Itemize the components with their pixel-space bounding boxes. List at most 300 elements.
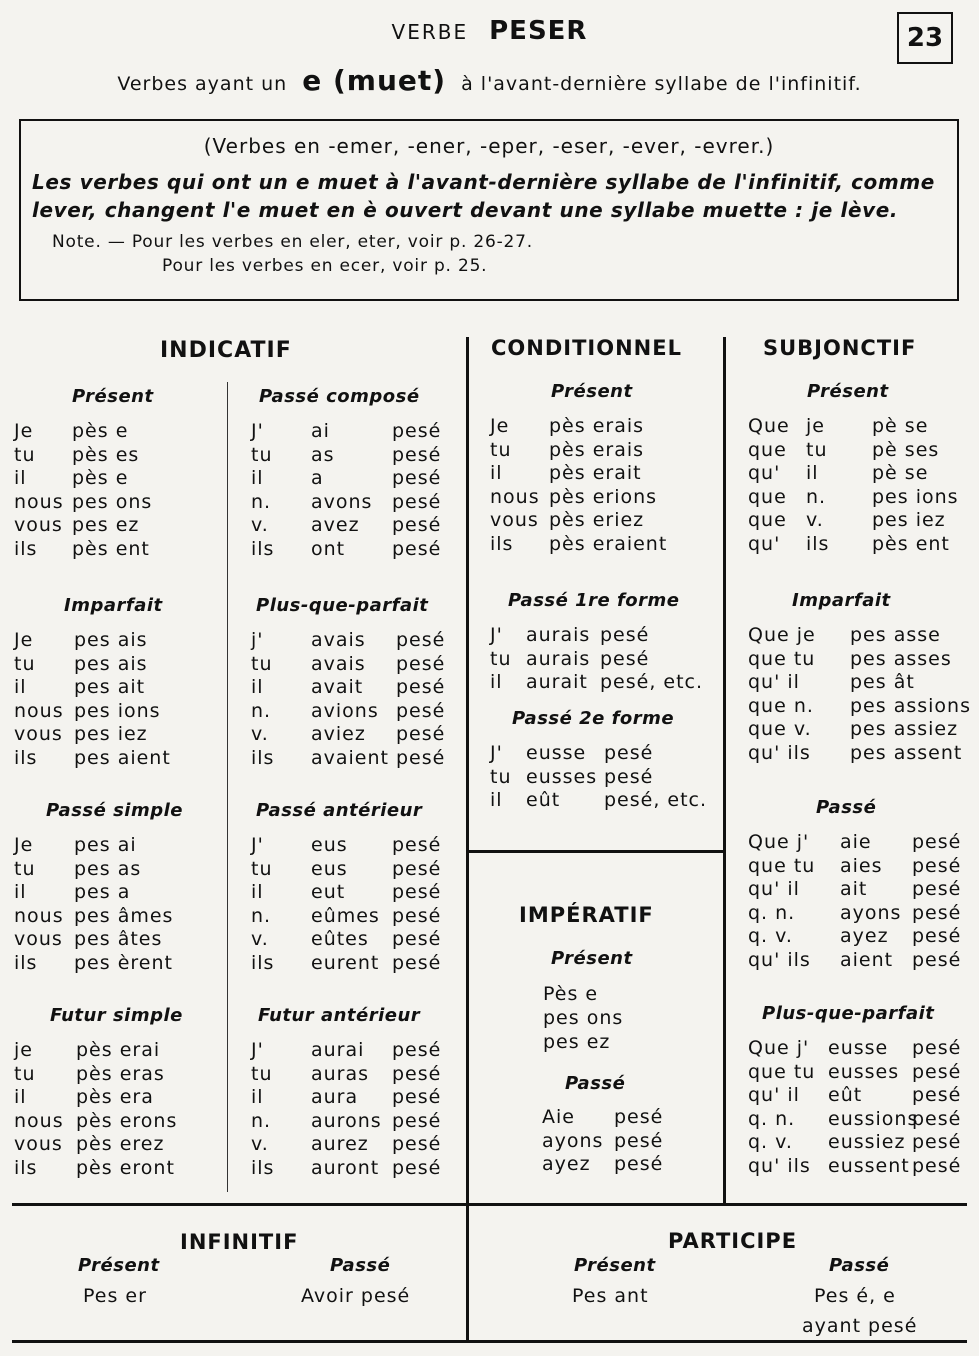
pronoun: Je [14, 834, 34, 856]
imperatif-present-list [543, 982, 623, 1054]
subjonctif-pqp-rows [748, 1037, 963, 1178]
conjugation-row [14, 700, 229, 724]
conjugation-row [748, 831, 963, 855]
conjugation-row [14, 514, 229, 538]
indicatif-compound-3-title: Futur antérieur [258, 1005, 421, 1026]
pronoun: qu' ils [748, 1154, 811, 1177]
subtitle-before: Verbes ayant un [117, 73, 288, 95]
conjugation-row [748, 1037, 963, 1061]
verb-form: pès erais [549, 438, 645, 461]
conjugation-row [490, 415, 705, 439]
verb-form: pès es [72, 443, 140, 466]
participe-passe-1: Pes é, e [814, 1285, 896, 1307]
pronoun: v. [251, 1133, 269, 1155]
verb-form: pesé, etc. [600, 671, 704, 693]
auxiliary: as [311, 443, 335, 466]
indicatif-compound-3-rows [251, 1039, 466, 1180]
conjugation-row [14, 1110, 229, 1134]
auxiliary: eussiez [828, 1131, 906, 1153]
pronoun: q. n. [748, 1107, 796, 1130]
verb-form: pesé [912, 831, 962, 853]
verb-form: pès eront [76, 1156, 175, 1179]
verb-form: pesé [392, 1156, 442, 1179]
conjugation-row [251, 858, 466, 882]
pronoun: n. [251, 490, 272, 513]
conjugation-row [748, 1084, 963, 1108]
pronoun: vous [490, 509, 539, 531]
heading-participe: PARTICIPE [668, 1229, 798, 1253]
conjugation-row [251, 467, 466, 491]
auxiliary: je [806, 415, 825, 437]
verb-form: pes as [74, 857, 142, 880]
verb-form: pesé [392, 928, 442, 950]
conjugation-row [748, 415, 963, 439]
conjugation-row [251, 491, 466, 515]
verb-form: pès eriez [549, 509, 645, 531]
pronoun: que tu [748, 854, 816, 877]
pronoun: tu [490, 438, 512, 461]
conjugation-row [748, 1155, 963, 1179]
divider-infinitif [12, 1203, 967, 1206]
infinitif-present-title: Présent [78, 1255, 160, 1276]
conditionnel-passe2-rows [490, 742, 708, 813]
auxiliary: aurons [311, 1109, 382, 1132]
pronoun: tu [14, 443, 36, 466]
pronoun: tu [251, 443, 273, 466]
indicatif-simple-2-rows [14, 834, 229, 975]
verb-form: pès erais [549, 415, 645, 437]
verb-form: pè ses [872, 438, 940, 461]
verb-form: pesé [396, 746, 446, 769]
pronoun: J' [490, 742, 503, 764]
conjugation-row [490, 509, 705, 533]
conditionnel-passe1-rows [490, 624, 705, 695]
conjugation-row [490, 671, 705, 695]
verb-form: pès e [72, 467, 129, 489]
conjugation-row [251, 514, 466, 538]
pronoun: ils [251, 951, 275, 974]
verb-form: pesé [392, 467, 442, 489]
conjugation-row [14, 420, 229, 444]
pronoun: qu' il [748, 878, 800, 900]
verb-form: pès era [76, 1086, 154, 1108]
verb-form: pes asse [850, 624, 941, 646]
pronoun: v. [251, 514, 269, 536]
pronoun: J' [251, 834, 264, 856]
pronoun: que tu [748, 647, 816, 670]
conjugation-row [490, 439, 705, 463]
conditionnel-passe2-title: Passé 2e forme [512, 708, 675, 729]
pronoun: tu [490, 647, 512, 670]
indicatif-compound-2-title: Passé antérieur [256, 800, 423, 821]
pronoun: nous [14, 699, 64, 722]
conjugation-row [748, 742, 963, 766]
pronoun: q. v. [748, 1131, 793, 1153]
conjugation-row [748, 878, 963, 902]
conjugation-row [251, 1039, 466, 1063]
auxiliary: auront [311, 1156, 380, 1179]
verbe-label: VERBE [391, 20, 469, 44]
pronoun: que n. [748, 694, 814, 717]
verb-form: pesé [912, 1131, 962, 1153]
conjugation-row [748, 624, 963, 648]
infinitif-passe-title: Passé [330, 1255, 391, 1276]
indicatif-simple-2-title: Passé simple [46, 800, 183, 821]
verb-form: pes a [74, 881, 131, 903]
verb-form: pesé [396, 676, 446, 698]
verb-form: pesé [396, 629, 446, 651]
auxiliary: avions [311, 699, 379, 722]
verb-form: pesé [392, 834, 442, 856]
pronoun: nous [14, 904, 64, 927]
pronoun: vous [14, 723, 63, 745]
verb-form: pes ons [72, 490, 153, 513]
indicatif-compound-0-rows [251, 420, 466, 561]
pronoun: qu' [748, 462, 781, 484]
auxiliary: ont [311, 537, 346, 560]
pronoun: tu [14, 1062, 36, 1085]
subtitle-after: à l'avant-dernière syllabe de l'infinitif. [461, 73, 862, 95]
verb-form: pesé [392, 1109, 442, 1132]
conjugation-row [14, 491, 229, 515]
verb-form: pesé [912, 1107, 962, 1130]
conjugation-row [251, 881, 466, 905]
indicatif-simple-0-title: Présent [72, 386, 154, 407]
auxiliary: avais [311, 629, 366, 651]
conjugation-row [490, 462, 705, 486]
pronoun: il [251, 881, 264, 903]
divider-conditionnel-subjonctif [723, 337, 726, 1205]
verb-form: pes iez [74, 723, 148, 745]
verb-form: pesé [392, 1062, 442, 1085]
verb-form: pesé [392, 1086, 442, 1108]
pronoun: que [748, 438, 787, 461]
pronoun: vous [14, 514, 63, 536]
imperatif-passe-title: Passé [565, 1073, 626, 1094]
pronoun: vous [14, 1133, 63, 1155]
pronoun: tu [14, 652, 36, 675]
verb-form: pes aient [74, 746, 171, 769]
conditionnel-present-rows [490, 415, 705, 556]
verb-form: pes ions [74, 699, 161, 722]
indicatif-compound-1-rows [251, 629, 466, 770]
verb-form: pès erons [76, 1109, 178, 1132]
participe-passe-2: ayant pesé [802, 1315, 918, 1337]
verb-form: pes ez [72, 514, 140, 536]
pronoun: ils [251, 1156, 275, 1179]
auxiliary: avaient [311, 746, 389, 769]
imperatif-passe-row: ayons pesé [542, 1129, 664, 1152]
verb-form: pesé [912, 925, 962, 947]
verb-form: pesé [912, 948, 962, 971]
pronoun: qu' ils [748, 741, 811, 764]
conjugation-row [748, 462, 963, 486]
pronoun: que [748, 509, 787, 531]
conjugation-row [748, 718, 963, 742]
pronoun: Que j' [748, 1037, 810, 1059]
pronoun: il [14, 1086, 27, 1108]
auxiliary: eusses [828, 1060, 900, 1083]
subtitle [0, 64, 979, 97]
auxiliary: eusse [828, 1037, 889, 1059]
pronoun: nous [14, 490, 64, 513]
auxiliary: a [311, 467, 324, 489]
pronoun: J' [251, 1039, 264, 1061]
verb-form: pesé [396, 723, 446, 745]
auxiliary: eusse [526, 742, 587, 764]
pronoun: ils [14, 1156, 38, 1179]
conjugation-row [251, 952, 466, 976]
auxiliary: aies [840, 854, 883, 877]
conjugation-row [251, 1157, 466, 1181]
conjugation-row [748, 1131, 963, 1155]
verb-form: pesé [392, 1133, 442, 1155]
conjugation-row [251, 444, 466, 468]
pronoun: que [748, 485, 787, 508]
conjugation-row [251, 834, 466, 858]
auxiliary: eusses [526, 765, 598, 788]
subjonctif-present-title: Présent [807, 381, 889, 402]
verb-form: pè se [872, 462, 929, 484]
pronoun: ils [490, 532, 514, 555]
conjugation-row [14, 1063, 229, 1087]
conjugation-row [14, 629, 229, 653]
indicatif-compound-1-title: Plus-que-parfait [256, 595, 429, 616]
auxiliary: aurais [526, 647, 591, 670]
verb-form: pesé [604, 765, 654, 788]
auxiliary: aura [311, 1086, 359, 1108]
indicatif-simple-3-rows [14, 1039, 229, 1180]
divider-bottom [12, 1340, 967, 1343]
conjugation-row [490, 533, 705, 557]
auxiliary: eussions [828, 1107, 919, 1130]
verb-form: pes âmes [74, 904, 174, 927]
verb-form: pesé [392, 490, 442, 513]
auxiliary: avez [311, 514, 360, 536]
pronoun: v. [251, 928, 269, 950]
verb-form: pes ât [850, 671, 915, 693]
conjugation-row [14, 1086, 229, 1110]
subjonctif-imparfait-rows [748, 624, 971, 765]
subjonctif-imparfait-title: Imparfait [792, 590, 891, 611]
pronoun: je [14, 1039, 33, 1061]
conjugation-row [251, 928, 466, 952]
verb-form: pes asses [850, 647, 952, 670]
page-number: 23 [897, 12, 953, 64]
imperatif-present-row: pes ez [543, 1031, 611, 1053]
pronoun: tu [490, 765, 512, 788]
conjugation-row [14, 676, 229, 700]
verb-form: pesé [912, 878, 962, 900]
auxiliary: eût [526, 789, 561, 811]
verb-form: pesé [392, 857, 442, 880]
rule-endings: (Verbes en -emer, -ener, -eper, -eser, -ever, -evrer.) [203, 134, 775, 158]
verb-form: pès ent [72, 537, 150, 560]
pronoun: tu [251, 652, 273, 675]
page-title [0, 16, 979, 46]
conjugation-row [748, 694, 971, 719]
conjugation-row [490, 648, 705, 672]
participe-passe-title: Passé [829, 1255, 890, 1276]
verb-form: pesé [600, 624, 650, 646]
verb-form: pès erai [76, 1039, 161, 1061]
auxiliary: aurez [311, 1133, 369, 1155]
pronoun: J' [251, 420, 264, 442]
conjugation-row [251, 1086, 466, 1110]
rule-note-2: Pour les verbes en ecer, voir p. 25. [162, 256, 488, 276]
conjugation-row [251, 629, 466, 653]
conjugation-row [748, 855, 963, 879]
indicatif-simple-0-rows [14, 420, 229, 561]
auxiliary: eut [311, 881, 346, 903]
conjugation-row [748, 1061, 963, 1085]
auxiliary: aurait [526, 671, 588, 693]
auxiliary: avait [311, 676, 364, 698]
indicatif-simple-3-title: Futur simple [50, 1005, 183, 1026]
subjonctif-passe-rows [748, 831, 963, 972]
auxiliary: eûmes [311, 904, 380, 927]
verb-form: pès eraient [549, 532, 668, 555]
conjugation-row [748, 648, 963, 672]
infinitif-passe: Avoir pesé [301, 1285, 411, 1307]
verb-form: pesé, etc. [604, 789, 708, 811]
auxiliary: eût [828, 1084, 863, 1106]
pronoun: il [490, 789, 503, 811]
indicatif-simple-1-title: Imparfait [64, 595, 163, 616]
conjugation-row [14, 881, 229, 905]
auxiliary: ai [311, 420, 330, 442]
subjonctif-present-rows [748, 415, 963, 556]
auxiliary: n. [806, 485, 827, 508]
pronoun: J' [490, 624, 503, 646]
conjugation-row [251, 538, 466, 562]
verb-form: pesé [392, 514, 442, 536]
pronoun: Que je [748, 624, 816, 646]
conjugation-row [251, 1133, 466, 1157]
conjugation-row [14, 858, 229, 882]
auxiliary: eussent [828, 1154, 910, 1177]
imperatif-present-row: Pès e [543, 983, 599, 1005]
auxiliary: eus [311, 857, 348, 880]
verb-form: pes ions [872, 485, 959, 508]
pronoun: ils [14, 537, 38, 560]
pronoun: tu [14, 857, 36, 880]
imperatif-passe-list [542, 1106, 712, 1177]
pronoun: il [251, 1086, 264, 1108]
pronoun: ils [14, 746, 38, 769]
pronoun: nous [14, 1109, 64, 1132]
verb-name: PESER [489, 16, 588, 46]
conjugation-row [14, 834, 229, 858]
conjugation-row [14, 1157, 229, 1181]
conjugation-row [490, 789, 708, 813]
auxiliary: avais [311, 652, 366, 675]
rule-text [32, 168, 952, 224]
pronoun: tu [251, 857, 273, 880]
pronoun: vous [14, 928, 63, 950]
verb-form: pesé [912, 854, 962, 877]
verb-form: pesé [392, 904, 442, 927]
verb-form: pesé [912, 1060, 962, 1083]
verb-form: pesé [392, 537, 442, 560]
heading-imperatif: IMPÉRATIF [519, 903, 654, 927]
verb-form: pè se [872, 415, 929, 437]
conjugation-row [14, 952, 229, 976]
verb-form: pesé [600, 647, 650, 670]
auxiliary: aviez [311, 723, 366, 745]
pronoun: qu' il [748, 1084, 800, 1106]
conjugation-row [251, 1110, 466, 1134]
conjugation-row [251, 905, 466, 929]
pronoun: Je [490, 415, 510, 437]
pronoun: il [490, 671, 503, 693]
pronoun: nous [490, 485, 540, 508]
auxiliary: aurai [311, 1039, 365, 1061]
conjugation-row [14, 444, 229, 468]
verb-form: pes ai [74, 834, 137, 856]
auxiliary: eûtes [311, 928, 369, 950]
verb-form: pes ais [74, 629, 148, 651]
pronoun: Je [14, 629, 34, 651]
participe-present: Pes ant [572, 1285, 649, 1307]
pronoun: v. [251, 723, 269, 745]
subjonctif-pqp-title: Plus-que-parfait [762, 1003, 935, 1024]
imperatif-passe-row: ayez pesé [542, 1153, 664, 1175]
pronoun: il [251, 467, 264, 489]
pronoun: qu' [748, 532, 781, 555]
pronoun: tu [251, 1062, 273, 1085]
imperatif-passe-row: Aie pesé [542, 1106, 664, 1128]
pronoun: q. v. [748, 925, 793, 947]
verb-form: pesé [604, 742, 654, 764]
auxiliary: il [806, 462, 819, 484]
verb-form: pes âtes [74, 928, 163, 950]
infinitif-present: Pes er [83, 1285, 147, 1307]
indicatif-compound-2-rows [251, 834, 466, 975]
subjonctif-passe-title: Passé [816, 797, 877, 818]
pronoun: il [490, 462, 503, 484]
conjugation-row [490, 486, 705, 510]
pronoun: que v. [748, 718, 812, 740]
conjugation-row [14, 723, 229, 747]
verb-form: pes ait [74, 676, 146, 698]
subtitle-emphasis: e (muet) [302, 64, 447, 97]
verb-form: pès ent [872, 532, 950, 555]
auxiliary: eus [311, 834, 348, 856]
verb-form: pès e [72, 420, 129, 442]
auxiliary: aient [840, 948, 894, 971]
verb-form: pes ais [74, 652, 148, 675]
conjugation-row [748, 1108, 963, 1132]
conditionnel-passe1-title: Passé 1re forme [508, 590, 680, 611]
auxiliary: tu [806, 438, 828, 461]
imperatif-present-title: Présent [551, 948, 633, 969]
conjugation-row [251, 1063, 466, 1087]
verb-form: pes iez [872, 509, 946, 531]
verb-form: pesé [392, 951, 442, 974]
conjugation-row [251, 420, 466, 444]
pronoun: j' [251, 629, 264, 651]
conjugation-row [251, 700, 466, 724]
conjugation-row [14, 747, 229, 771]
pronoun: ils [251, 746, 275, 769]
verb-form: pesé [392, 1039, 442, 1061]
verb-form: pes assent [850, 741, 963, 764]
conjugation-row [748, 671, 963, 695]
auxiliary: eurent [311, 951, 380, 974]
verb-form: pesé [912, 901, 962, 924]
conditionnel-present-title: Présent [551, 381, 633, 402]
